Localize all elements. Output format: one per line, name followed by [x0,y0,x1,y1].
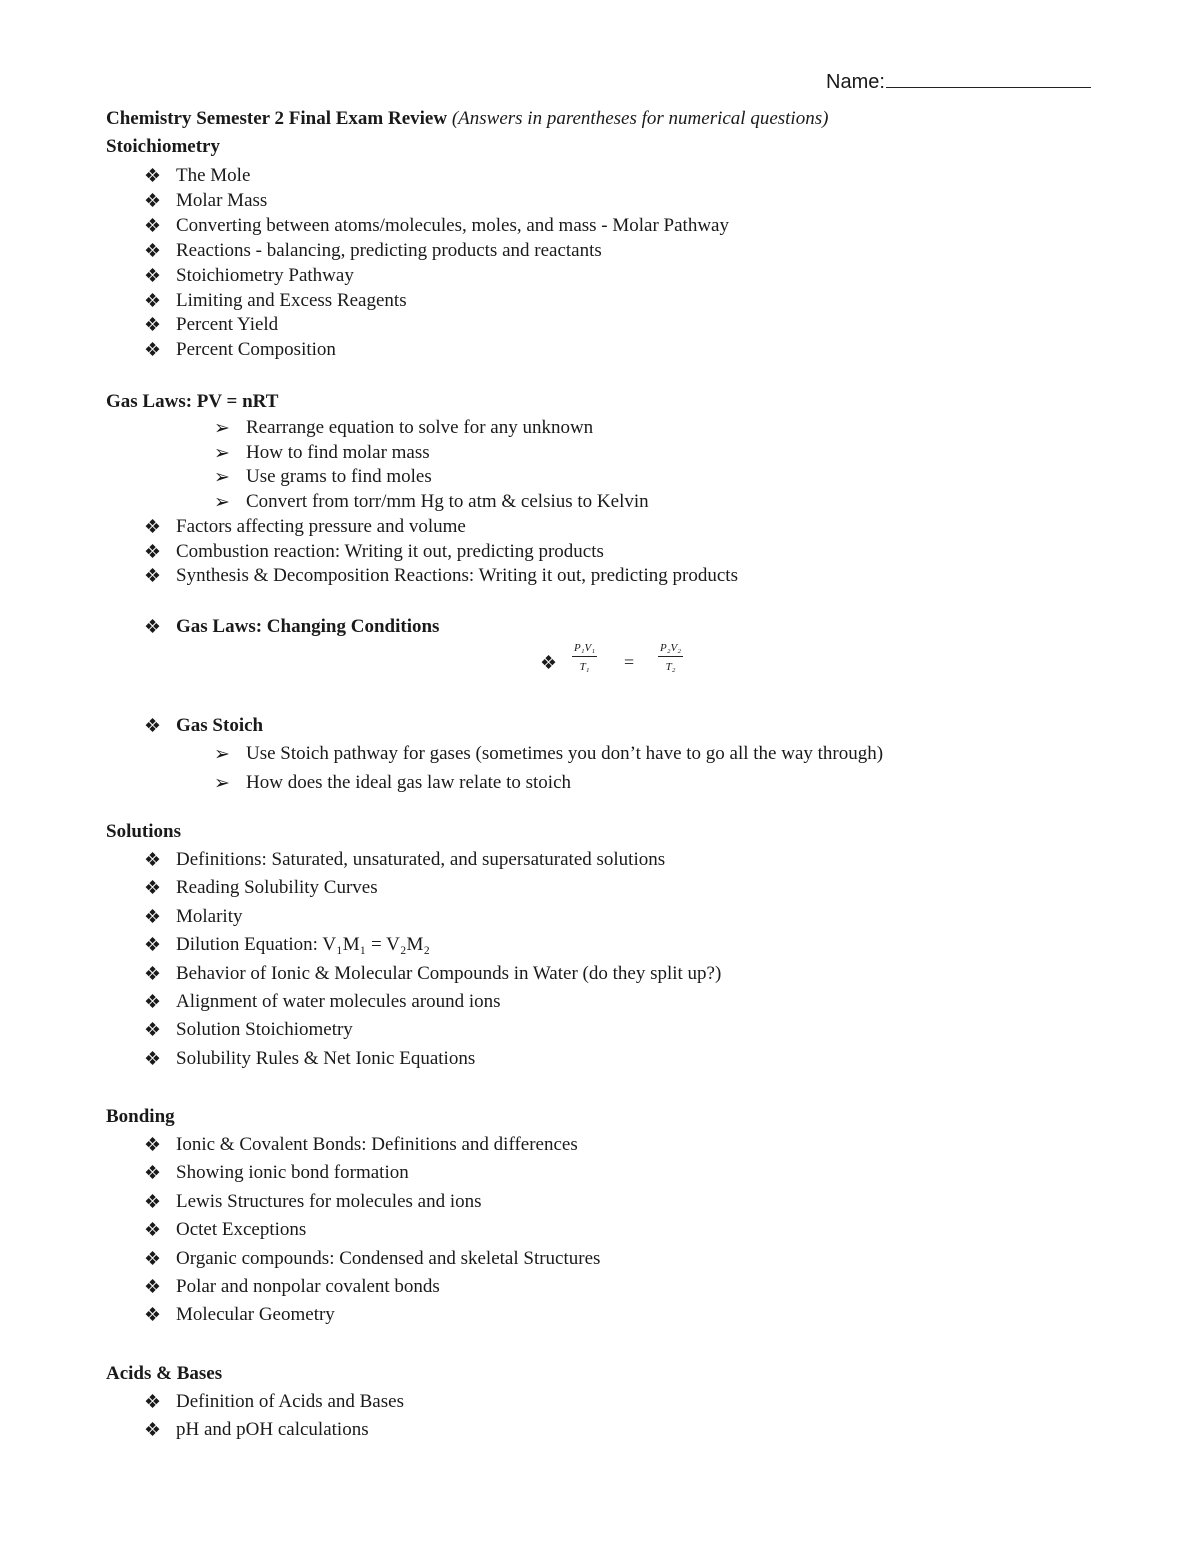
diamond-bullet-icon: ❖ [144,190,162,212]
changing-conditions-heading: Gas Laws: Changing Conditions [176,616,440,637]
diamond-bullet-icon: ❖ [144,340,162,362]
list-item-text: Dilution Equation: V₁M₁ = V₂M₂ [176,934,430,956]
list-item-text: Factors affecting pressure and volume [176,516,466,537]
diamond-bullet-icon: ❖ [144,290,162,312]
sub-list-item-text: Use Stoich pathway for gases (sometimes you don’t have to go all the way through) [246,743,884,764]
section-heading-bonding: Bonding [106,1106,175,1127]
section-heading-stoichiometry: Stoichiometry [106,136,220,157]
title-text: Chemistry Semester 2 Final Exam Review [106,108,448,129]
diamond-bullet-icon: ❖ [144,517,162,538]
arrow-bullet-icon: ➢ [214,467,230,489]
denominator-t2: T₂ [665,661,676,673]
diamond-bullet-icon: ❖ [144,906,162,928]
numerator-p1v1: P₁V₁ [572,642,597,657]
diamond-bullet-icon: ❖ [144,215,162,237]
list-item-text: The Mole [176,165,251,186]
list-item-text: Definition of Acids and Bases [176,1391,404,1412]
list-item-text: Molar Mass [176,189,268,211]
diamond-bullet-icon: ❖ [144,166,162,187]
name-label: Name: [826,71,885,93]
equals-sign: = [624,652,635,672]
diamond-bullet-icon: ❖ [144,1191,162,1213]
diamond-bullet-icon: ❖ [144,265,162,287]
arrow-bullet-icon: ➢ [214,442,230,464]
list-item-text: Octet Exceptions [176,1219,307,1241]
combined-gas-law-formula [540,642,720,692]
diamond-bullet-icon: ❖ [144,878,162,900]
list-item-text: Combustion reaction: Writing it out, predicting products [176,540,604,562]
gas-stoich-heading: Gas Stoich [176,715,264,736]
title-note: (Answers in parentheses for numerical questions) [451,108,829,129]
list-item-text: Limiting and Excess Reagents [176,289,407,311]
diamond-bullet-icon: ❖ [144,963,162,985]
diamond-bullet-icon: ❖ [144,1220,162,1242]
arrow-bullet-icon: ➢ [214,492,230,514]
sub-list-item-text: Use grams to find moles [246,466,432,488]
diamond-bullet-icon: ❖ [144,617,162,638]
diamond-bullet-icon: ❖ [144,1392,162,1413]
diamond-bullet-icon: ❖ [144,1048,162,1070]
name-field [826,71,1091,94]
list-item-text: Behavior of Ionic & Molecular Compounds in Water (do they split up?) [176,962,722,984]
list-item-text: Solubility Rules & Net Ionic Equations [176,1047,476,1069]
diamond-bullet-icon: ❖ [144,1020,162,1042]
list-item-text: Synthesis & Decomposition Reactions: Writing it out, predicting products [176,565,738,587]
list-item-text: Molecular Geometry [176,1304,335,1326]
list-item-text: Ionic & Covalent Bonds: Definitions and differences [176,1134,578,1155]
list-item-text: Alignment of water molecules around ions [176,991,501,1012]
list-item-text: Percent Composition [176,339,336,361]
list-item-text: Stoichiometry Pathway [176,264,354,286]
list-item-text: Polar and nonpolar covalent bonds [176,1276,440,1297]
sub-list-item-text: Rearrange equation to solve for any unknown [246,417,594,438]
diamond-bullet-icon: ❖ [540,653,558,674]
list-item-text: Lewis Structures for molecules and ions [176,1190,482,1212]
diamond-bullet-icon: ❖ [144,1305,162,1327]
name-blank-line [886,71,1091,88]
list-item-text: Percent Yield [176,314,279,336]
list-item-text: Reading Solubility Curves [176,877,378,899]
diamond-bullet-icon: ❖ [144,1277,162,1298]
denominator-t1: T₁ [579,661,590,673]
diamond-bullet-icon: ❖ [144,240,162,262]
diamond-bullet-icon: ❖ [144,566,162,588]
list-item-text: Molarity [176,905,243,927]
section-heading-acids-bases: Acids & Bases [106,1363,223,1384]
diamond-bullet-icon: ❖ [144,541,162,563]
fraction-left [572,642,597,673]
diamond-bullet-icon: ❖ [144,935,162,957]
diamond-bullet-icon: ❖ [144,1248,162,1270]
diamond-bullet-icon: ❖ [144,315,162,337]
section-heading-gas-laws: Gas Laws: PV = nRT [106,391,279,412]
list-item-text: Converting between atoms/molecules, moles, and mass - Molar Pathway [176,214,729,236]
section-heading-solutions: Solutions [106,821,181,842]
fraction-right [658,642,683,673]
diamond-bullet-icon: ❖ [144,1135,162,1156]
arrow-bullet-icon: ➢ [214,773,230,794]
list-item-text: Solution Stoichiometry [176,1019,353,1041]
list-item-text: Organic compounds: Condensed and skeletal Structures [176,1247,601,1269]
list-item-text: Showing ionic bond formation [176,1162,409,1184]
arrow-bullet-icon: ➢ [214,418,230,439]
arrow-bullet-icon: ➢ [214,744,230,765]
diamond-bullet-icon: ❖ [144,992,162,1013]
list-item-text: Definitions: Saturated, unsaturated, and supersaturated solutions [176,849,666,870]
sub-list-item-text: How to find molar mass [246,441,430,463]
diamond-bullet-icon: ❖ [144,1163,162,1185]
diamond-bullet-icon: ❖ [144,716,162,737]
sub-list-item-text: How does the ideal gas law relate to stoich [246,772,572,793]
list-item-text: pH and pOH calculations [176,1419,369,1441]
diamond-bullet-icon: ❖ [144,850,162,871]
document-title [106,108,828,130]
diamond-bullet-icon: ❖ [144,1420,162,1442]
numerator-p2v2: P₂V₂ [658,642,683,657]
sub-list-item-text: Convert from torr/mm Hg to atm & celsius to Kelvin [246,491,649,513]
list-item-text: Reactions - balancing, predicting products and reactants [176,239,602,261]
